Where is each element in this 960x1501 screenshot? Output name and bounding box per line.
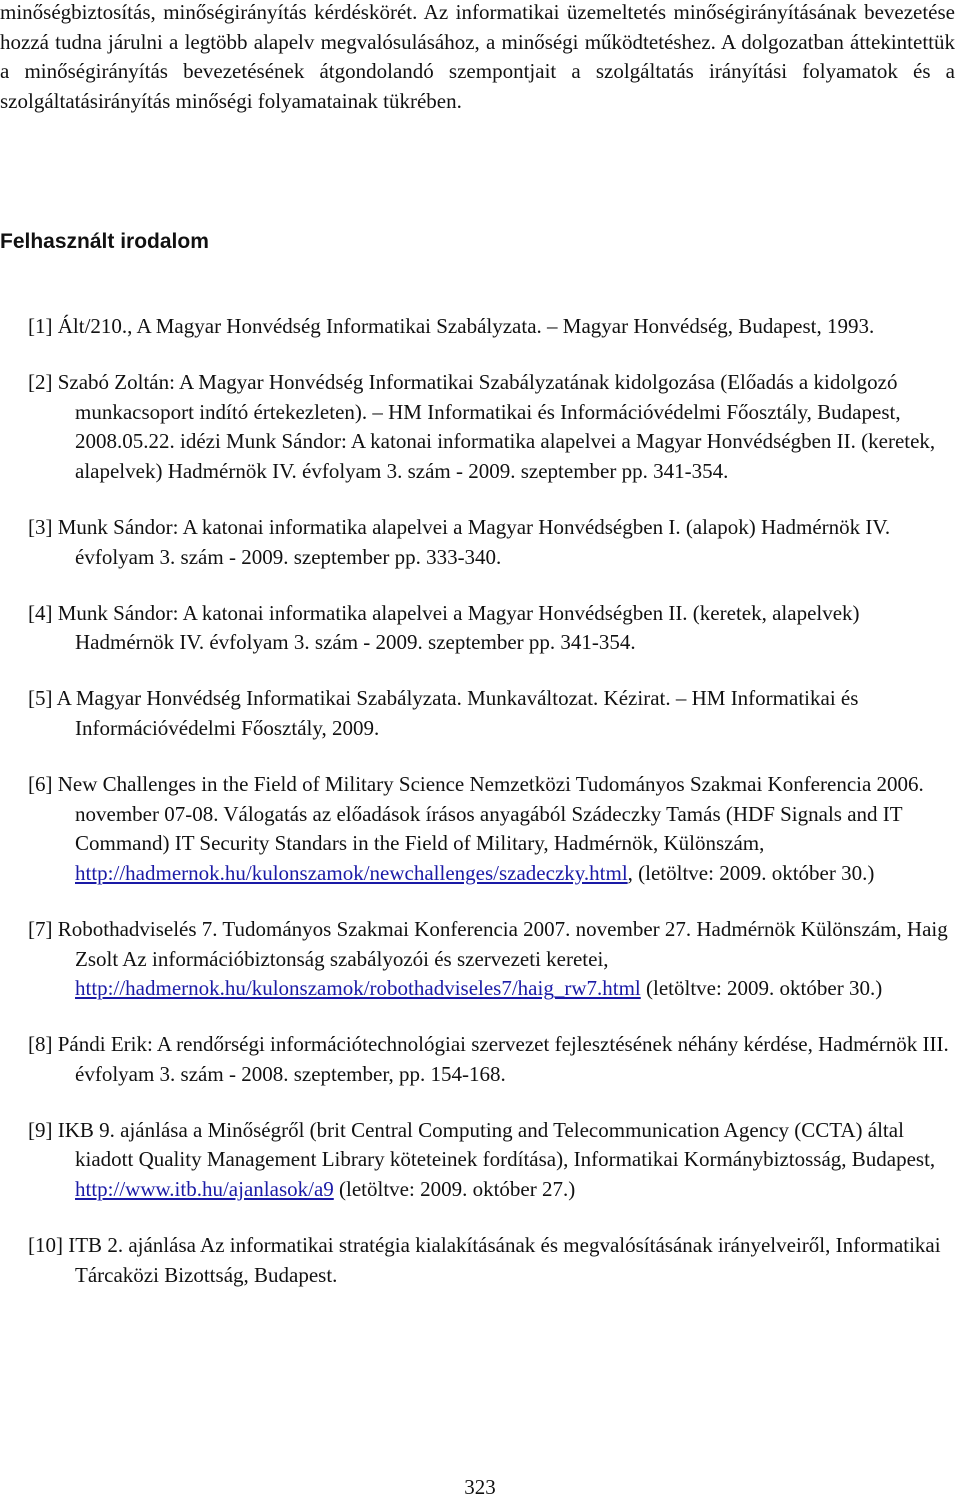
reference-text: [7] Robothadviselés 7. Tudományos Szakmai Konferencia 2007. november 27. Hadmérnök Különszám, Haig Zsolt Az információbiztonság szabályozói és szervezeti keretei, bbox=[28, 916, 948, 971]
reference-link-6[interactable]: http://hadmernok.hu/kulonszamok/newchallenges/szadeczky.html bbox=[75, 860, 628, 885]
reference-item-5: [5] A Magyar Honvédség Informatikai Szabályzata. Munkaváltozat. Kézirat. – HM Informatikai és Információvédelmi Főosztály, 2009. bbox=[28, 686, 859, 740]
reference-text: [6] New Challenges in the Field of Military Science Nemzetközi Tudományos Szakmai Konferencia 2006. november 07-08. Válogatás az előadások írásos anyagából Szádeczky Tamás (HDF Signals and IT Command) IT Security Standars in the Field of Military, Hadmérnök, Különszám, bbox=[28, 772, 924, 856]
reference-item-1: [1] Ált/210., A Magyar Honvédség Informatikai Szabályzata. – Magyar Honvédség, Budapest, 1993. bbox=[28, 314, 875, 338]
reference-text: (letöltve: 2009. október 27.) bbox=[333, 1177, 576, 1202]
reference-item-7 bbox=[28, 915, 958, 1004]
intro-paragraph: minőségbiztosítás, minőségirányítás kérdéskörét. Az informatikai üzemeltetés minőségirányításának bevezetése hozzá tudna járulni a legtöbb alapelv megvalósulásához, a minőségi működtetéshez. A dolgozatban áttekintettük a minőségirányítás bevezetésének átgondolandó szempontjait a szolgáltatás irányítási folyamatok és a szolgáltatásirányítás minőségi folyamatainak tükrében. bbox=[0, 0, 955, 113]
reference-item-3: [3] Munk Sándor: A katonai informatika alapelvei a Magyar Honvédségben I. (alapok) Hadmérnök IV. évfolyam 3. szám - 2009. szeptember pp. 333-340. bbox=[28, 514, 891, 569]
reference-item-10: [10] ITB 2. ajánlása Az informatikai stratégia kialakításának és megvalósításának irányelveiről, Informatikai Tárcaközi Bizottság, Budapest. bbox=[28, 1233, 941, 1287]
reference-item-2: [2] Szabó Zoltán: A Magyar Honvédség Informatikai Szabályzatának kidolgozása (Előadás a kidolgozó munkacsoport indító értekezleten). – HM Informatikai és Információvédelmi Főosztály, Budapest, 2008.05.22. idézi Munk Sándor: A katonai informatika alapelvei a Magyar Honvédségben II. (keretek, alapelvek) Hadmérnök IV. évfolyam 3. szám - 2009. szeptember pp. 341-354. bbox=[28, 370, 936, 483]
reference-item-6 bbox=[28, 770, 958, 888]
reference-item-9 bbox=[28, 1116, 958, 1205]
reference-link-7[interactable]: http://hadmernok.hu/kulonszamok/robothadviseles7/haig_rw7.html bbox=[75, 976, 641, 1001]
reference-link-9[interactable]: http://www.itb.hu/ajanlasok/a9 bbox=[75, 1177, 334, 1202]
reference-text: , (letöltve: 2009. október 30.) bbox=[627, 860, 875, 885]
page-number: 323 bbox=[464, 1475, 496, 1499]
reference-item-8: [8] Pándi Erik: A rendőrségi információtechnológiai szervezet fejlesztésének néhány kérdése, Hadmérnök III. évfolyam 3. szám - 2008. szeptember, pp. 154-168. bbox=[28, 1032, 949, 1086]
reference-item-4: [4] Munk Sándor: A katonai informatika alapelvei a Magyar Honvédségben II. (keretek, alapelvek) Hadmérnök IV. évfolyam 3. szám - 2009. szeptember pp. 341-354. bbox=[28, 600, 860, 655]
references-heading: Felhasznált irodalom bbox=[0, 230, 209, 253]
reference-text: [9] IKB 9. ajánlása a Minőségről (brit Central Computing and Telecommunication Agency (CCTA) által kiadott Quality Management Library köteteinek fordítása), Informatikai Kormánybiztosság, Budapest, bbox=[28, 1117, 936, 1172]
reference-text: (letöltve: 2009. október 30.) bbox=[640, 976, 883, 1001]
reference-list bbox=[28, 312, 958, 1317]
